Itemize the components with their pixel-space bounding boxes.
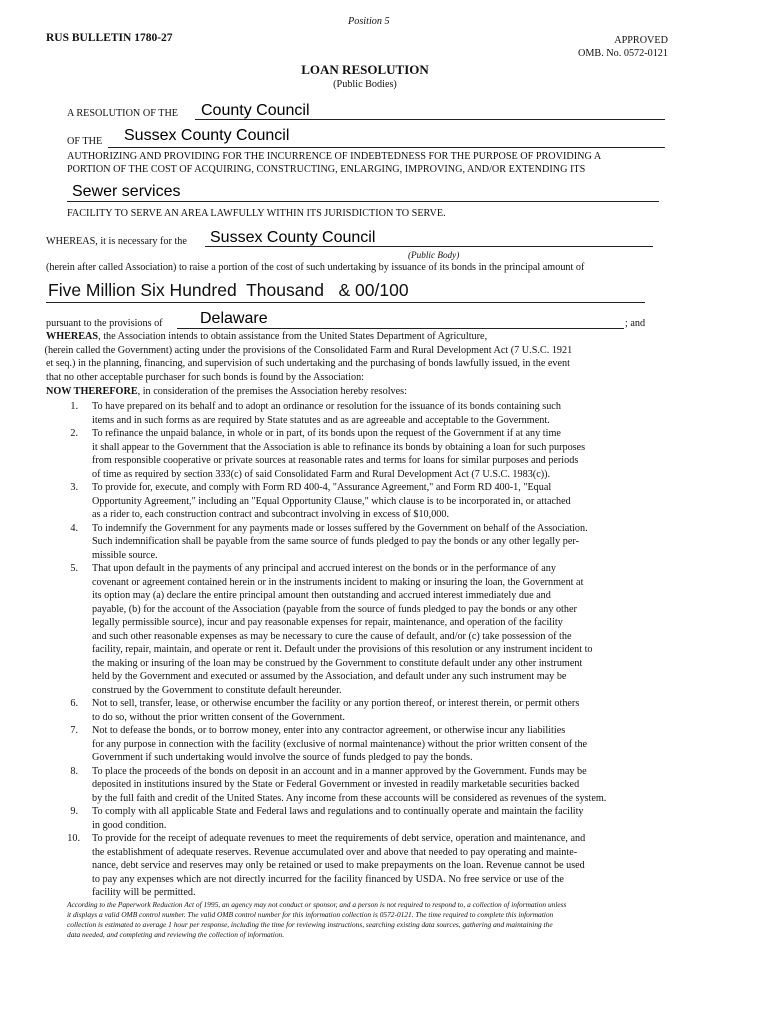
of-the-field[interactable]: Sussex County Council: [124, 127, 290, 144]
resolution-item-text-line: To indemnify the Government for any payments made or losses suffered by the Government on behalf of the Association.: [92, 522, 588, 534]
resolution-item-text-line: and such other reasonable expenses as may be necessary to cure the cause of default, and/or (c) take possession of the: [92, 630, 572, 642]
resolution-item-text-line: the establishment of adequate reserves. Revenue accumulated over and above that needed to pay operating and mainte-: [92, 846, 578, 858]
authorizing-text-line2: PORTION OF THE COST OF ACQUIRING, CONSTRUCTING, ENLARGING, IMPROVING, AND/OR EXTENDING ITS: [67, 164, 586, 175]
authorizing-text-line1: AUTHORIZING AND PROVIDING FOR THE INCURRENCE OF INDEBTEDNESS FOR THE PURPOSE OF PROVIDING A: [67, 151, 602, 162]
resolution-item-text-line: by the full faith and credit of the United States. Any income from these accounts will be considered as revenues of the system.: [92, 792, 607, 804]
resolution-item: [0, 697, 700, 724]
paperwork-footnote: [67, 900, 687, 940]
whereas2-bold: WHEREAS: [46, 331, 99, 342]
pursuant-end: ; and: [625, 318, 646, 329]
pursuant-label: pursuant to the provisions of: [46, 318, 163, 329]
resolution-item-text: [92, 522, 682, 563]
resolution-item-text-line: legally permissible source), incur and pay reasonable expenses for repair, maintenance, and operation of the facility: [92, 617, 563, 628]
footnote-line2: it displays a valid OMB control number. The valid OMB control number for this information collection is 0572-0121. The time required to complete this information: [67, 910, 554, 919]
resolution-item-text-line: nance, debt service and reserves may only be retained or used to make prepayments on the loan. Revenue cannot be used: [92, 860, 585, 871]
resolution-item: [0, 427, 700, 481]
resolution-item-text-line: the making or insuring of the loan may be construed by the Government to constitute default under any other instrument: [92, 657, 583, 669]
resolution-item-text: [92, 765, 682, 806]
resolution-item-text-line: in good condition.: [92, 819, 167, 831]
resolution-item-number: 6.: [70, 698, 78, 709]
resolution-item: [0, 832, 700, 900]
whereas2-line2: (herein called the Government) acting under the provisions of the Consolidated Farm and Rural Development Act (7 U.S.C. 1921: [42, 345, 573, 356]
page-subtitle: (Public Bodies): [333, 79, 397, 90]
resolution-item-number: 5.: [70, 563, 78, 574]
whereas2-line3: et seq.) in the planning, financing, and supervision of such undertaking and the purchasing of bonds lawfully issued, in the event: [46, 358, 570, 369]
facility-underline: [67, 201, 659, 202]
footnote-line4: data needed, and completing and reviewing the collection of information.: [67, 930, 285, 939]
resolution-item-text-line: as a rider to, each construction contract and subcontract involving in excess of $10,000.: [92, 509, 450, 520]
page-title: LOAN RESOLUTION: [301, 62, 429, 77]
resolution-item-text-line: of time as required by section 333(c) of said Consolidated Farm and Rural Development Act (7 U.S.C. 1983(c)).: [92, 468, 551, 480]
resolution-item-text: [92, 481, 682, 522]
public-body-caption: (Public Body): [408, 250, 460, 260]
resolution-item-text-line: construed by the Government to constitute default hereunder.: [92, 684, 342, 696]
whereas2-line1-text: , the Association intends to obtain assistance from the United States Department of Agriculture,: [98, 331, 488, 342]
resolution-item-number: 4.: [70, 522, 78, 534]
resolution-item-text-line: To comply with all applicable State and Federal laws and regulations and to continually operate and maintain the facility: [92, 806, 584, 817]
resolution-item-text-line: Government if such undertaking would involve the source of funds pledged to pay the bonds.: [92, 752, 473, 763]
resolution-item-text-line: Not to sell, transfer, lease, or otherwise encumber the facility or any portion thereof, or interest therein, or permit others: [92, 698, 580, 709]
pursuant-underline: [177, 328, 624, 329]
resolution-item-number: 7.: [70, 725, 78, 736]
resolution-item-text-line: items and in such forms as are required by State statutes and as are agreeable and acceptable to the Government.: [92, 414, 550, 426]
facility-text: FACILITY TO SERVE AN AREA LAWFULLY WITHIN ITS JURISDICTION TO SERVE.: [67, 208, 446, 219]
resolution-item-text: [92, 832, 682, 900]
footnote-line3: collection is estimated to average 1 hour per response, including the time for reviewing instructions, searching existing data sources, gathering and maintaining the: [67, 920, 553, 929]
resolution-item-text-line: for any purpose in connection with the facility (exclusive of normal maintenance) without the prior written consent of the: [92, 738, 588, 750]
resolution-item-number: 3.: [70, 482, 78, 493]
now-therefore-line: [46, 386, 407, 397]
resolution-of-label: A RESOLUTION OF THE: [67, 108, 179, 119]
whereas-label: WHEREAS, it is necessary for the: [46, 236, 187, 247]
resolution-item-text-line: To have prepared on its behalf and to adopt an ordinance or resolution for the issuance of its bonds containing such: [92, 401, 561, 412]
resolution-item-number: 1.: [70, 401, 78, 412]
resolution-of-field[interactable]: County Council: [201, 102, 310, 119]
resolution-item-text-line: facility, repair, maintain, and operate or rent it. Default under the provisions of this resolution or any instrument incident to: [92, 644, 593, 655]
resolution-item-text-line: Not to defease the bonds, or to borrow money, enter into any contractor agreement, or otherwise incur any liabilities: [92, 725, 566, 736]
whereas2-line4: that no other acceptable purchaser for such bonds is found by the Association:: [46, 372, 364, 383]
approved-label: APPROVED: [614, 35, 668, 46]
facility-field[interactable]: Sewer services: [72, 183, 181, 200]
resolution-item-text-line: facility will be permitted.: [92, 887, 196, 898]
resolution-item-text: [92, 805, 682, 832]
whereas-public-body-field[interactable]: Sussex County Council: [210, 229, 376, 246]
resolution-item-number: 9.: [70, 806, 78, 817]
footnote-line1: According to the Paperwork Reduction Act of 1995, an agency may not conduct or sponsor, and a person is not required to respond to, a collection of information unless: [67, 900, 567, 909]
resolution-item-text-line: to pay any expenses which are not directly incurred for the facility financed by USDA. No free service or use of the: [92, 873, 564, 885]
resolution-item-text: [92, 400, 682, 427]
resolution-item-number: 10.: [67, 833, 80, 844]
principal-amount-field[interactable]: Five Million Six Hundred Thousand & 00/100: [48, 280, 409, 300]
resolution-item-text-line: payable, (b) for the account of the Association (payable from the source of funds pledged to pay the bonds or any other: [92, 603, 577, 615]
resolution-item-text-line: deposited in institutions insured by the State or Federal Government or invested in readily marketable securities backed: [92, 779, 580, 790]
resolution-item-number: 2.: [70, 428, 78, 439]
resolution-item-text-line: To provide for, execute, and comply with Form RD 400-4, "Assurance Agreement," and Form RD 400-1, "Equal: [92, 482, 552, 493]
resolution-item-text-line: covenant or agreement contained herein or in the instruments incident to making or insuring the loan, the Government at: [92, 576, 584, 588]
resolution-item-number: 8.: [70, 765, 78, 777]
resolution-item-text: [92, 427, 682, 481]
resolution-item-text-line: Such indemnification shall be payable from the same source of funds pledged to pay the bonds or any other legally per-: [92, 536, 579, 547]
position-label: Position 5: [348, 16, 390, 27]
resolution-item-text-line: to do so, without the prior written consent of the Government.: [92, 711, 345, 723]
whereas2-line1: [46, 331, 487, 342]
resolution-item-text-line: To refinance the unpaid balance, in whole or in part, of its bonds upon the request of the Government if at any time: [92, 428, 561, 439]
now-therefore-bold: NOW THEREFORE: [46, 386, 138, 397]
resolution-item: [0, 522, 700, 563]
resolution-item-text-line: That upon default in the payments of any principal and accrued interest on the bonds or in the performance of any: [92, 563, 556, 574]
resolution-item: [0, 562, 700, 697]
pursuant-state-field[interactable]: Delaware: [200, 310, 268, 327]
resolution-item-text: [92, 697, 682, 724]
amount-underline: [46, 302, 645, 303]
resolution-item-text-line: Opportunity Agreement," including an "Equal Opportunity Clause," which clause is to be incorporated in, or attached: [92, 495, 571, 507]
resolution-item-text: [92, 562, 682, 697]
of-the-label: OF THE: [67, 136, 103, 147]
omb-number: OMB. No. 0572-0121: [578, 48, 668, 59]
herein-text: (herein after called Association) to raise a portion of the cost of such undertaking by issuance of its bonds in the principal amount of: [46, 262, 585, 273]
resolution-item-text: [92, 724, 682, 765]
resolution-item: [0, 724, 700, 765]
resolution-item: [0, 765, 700, 806]
resolution-item: [0, 481, 700, 522]
resolution-item: [0, 400, 700, 427]
resolution-item: [0, 805, 700, 832]
resolution-item-text-line: it shall appear to the Government that the Association is able to refinance its bonds by obtaining a loan for such purposes: [92, 441, 586, 453]
resolution-item-text-line: its option may (a) declare the entire principal amount then outstanding and accrued interest immediately due and: [92, 590, 551, 601]
resolution-item-text-line: missible source.: [92, 549, 158, 561]
resolution-item-text-line: held by the Government and executed or assumed by the Association, and default under any such instrument may be: [92, 671, 567, 682]
bulletin-number: RUS BULLETIN 1780-27: [46, 32, 173, 44]
of-the-underline: [108, 147, 665, 148]
resolution-item-text-line: from responsible cooperative or private sources at reasonable rates and terms for loans for similar purposes and periods: [92, 455, 579, 466]
now-therefore-text: , in consideration of the premises the Association hereby resolves:: [137, 386, 407, 397]
resolution-item-text-line: To provide for the receipt of adequate revenues to meet the requirements of debt service, operation and maintenance, and: [92, 833, 586, 844]
resolution-item-text-line: To place the proceeds of the bonds on deposit in an account and in a manner approved by the Government. Funds may be: [92, 765, 587, 777]
